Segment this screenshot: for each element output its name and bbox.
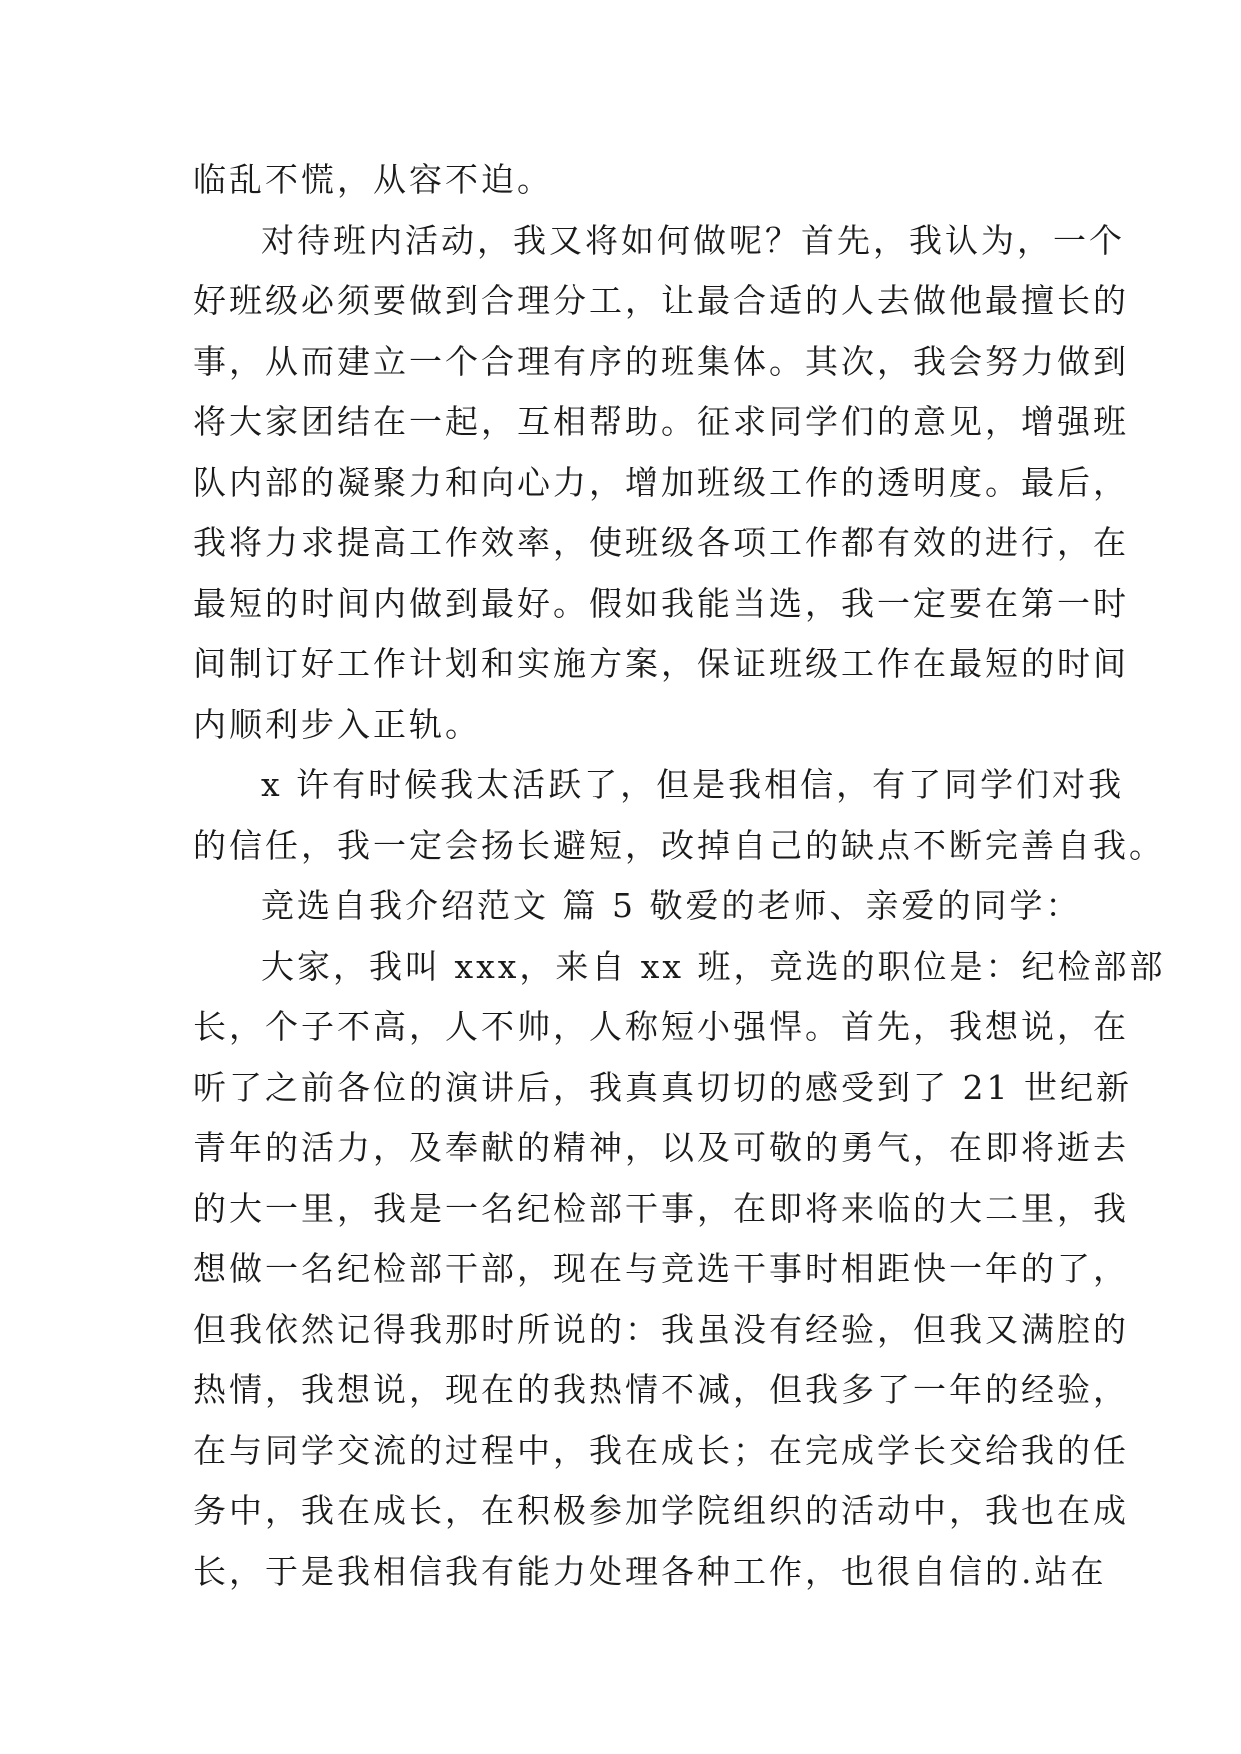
text-line: 的信任，我一定会扬长避短，改掉自己的缺点不断完善自我。 xyxy=(193,825,1165,865)
text-line: 事，从而建立一个合理有序的班集体。其次，我会努力做到 xyxy=(193,341,1129,381)
text-line: 长，个子不高，人不帅，人称短小强悍。首先，我想说，在 xyxy=(193,1007,1129,1046)
paragraph-first-line: 大家，我叫 xxx，来自 xx 班，竞选的职位是：纪检部部 xyxy=(261,946,1166,986)
text-line: 热情，我想说，现在的我热情不减，但我多了一年的经验， xyxy=(193,1370,1129,1409)
text-line: 间制订好工作计划和实施方案，保证班级工作在最短的时间 xyxy=(193,644,1129,683)
text-line: 临乱不慌，从容不迫。 xyxy=(193,160,553,199)
paragraph-first-line: 对待班内活动，我又将如何做呢？首先，我认为，一个 xyxy=(261,220,1125,260)
text-line: 长，于是我相信我有能力处理各种工作，也很自信的.站在 xyxy=(193,1551,1107,1591)
text-line: 听了之前各位的演讲后，我真真切切的感受到了 21 世纪新 xyxy=(193,1067,1132,1107)
paragraph-first-line: x 许有时候我太活跃了，但是我相信，有了同学们对我 xyxy=(261,765,1125,804)
document-body xyxy=(193,158,1166,1610)
text-line: 务中，我在成长，在积极参加学院组织的活动中，我也在成 xyxy=(193,1491,1129,1530)
text-line: 青年的活力，及奉献的精神，以及可敬的勇气，在即将逝去 xyxy=(193,1128,1129,1167)
text-line: 队内部的凝聚力和向心力，增加班级工作的透明度。最后， xyxy=(193,462,1129,502)
text-line: 将大家团结在一起，互相帮助。征求同学们的意见，增强班 xyxy=(193,402,1129,441)
section-heading-line: 竞选自我介绍范文 篇 5 敬爱的老师、亲爱的同学： xyxy=(261,886,1082,925)
text-line: 的大一里，我是一名纪检部干事，在即将来临的大二里，我 xyxy=(193,1188,1129,1228)
text-line: 好班级必须要做到合理分工，让最合适的人去做他最擅长的 xyxy=(193,281,1129,320)
text-line: 在与同学交流的过程中，我在成长；在完成学长交给我的任 xyxy=(193,1430,1129,1470)
text-line: 内顺利步入正轨。 xyxy=(193,704,481,744)
text-line: 我将力求提高工作效率，使班级各项工作都有效的进行，在 xyxy=(193,523,1129,562)
text-line: 但我依然记得我那时所说的：我虽没有经验，但我又满腔的 xyxy=(193,1309,1129,1349)
text-line: 最短的时间内做到最好。假如我能当选，我一定要在第一时 xyxy=(193,583,1129,623)
text-line: 想做一名纪检部干部，现在与竞选干事时相距快一年的了， xyxy=(193,1249,1129,1288)
